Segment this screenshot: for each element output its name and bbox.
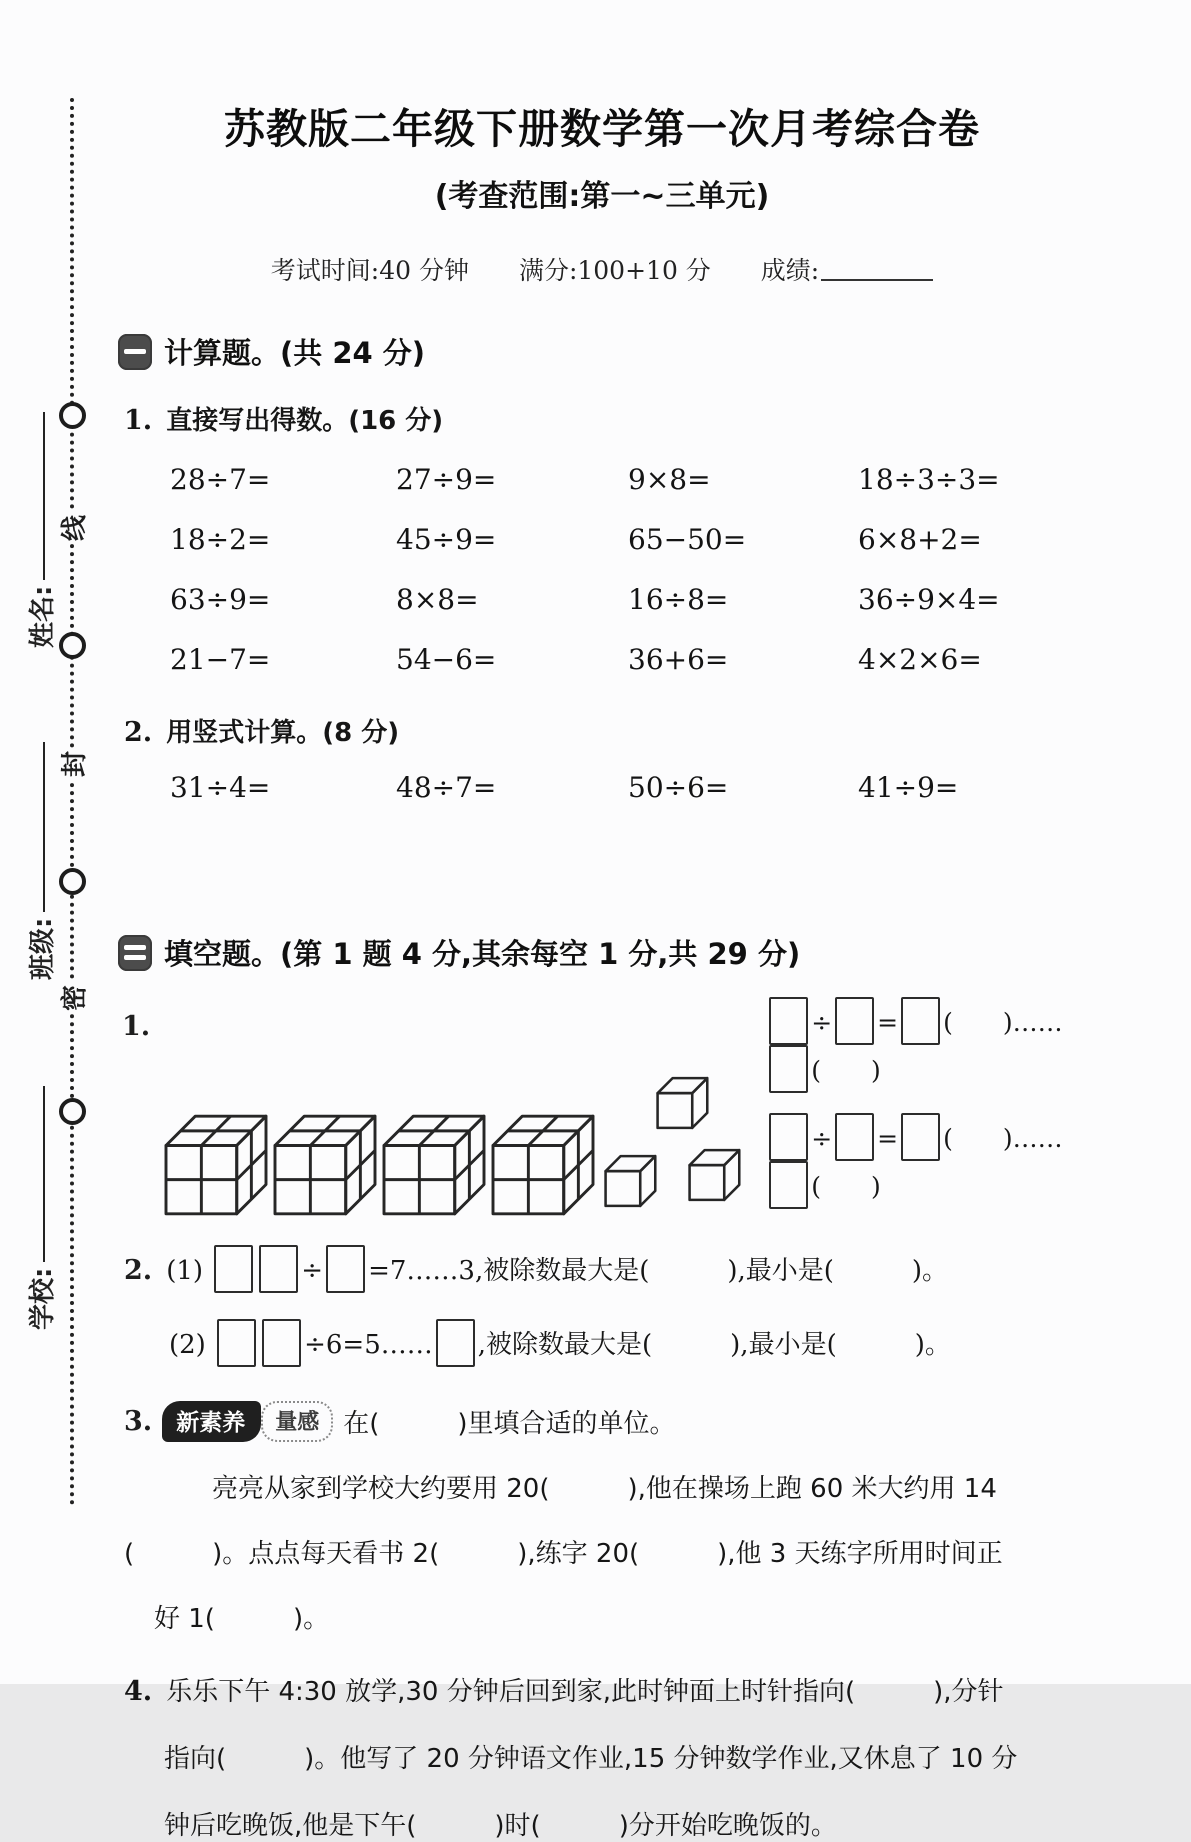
fill-box	[769, 997, 808, 1045]
text-run: =7……3,被除数最大是( ),最小是( )。	[368, 1256, 949, 1286]
unit-cube-icon	[688, 1149, 742, 1201]
fill-box	[214, 1245, 253, 1293]
cube-2x2x2-icon	[382, 1115, 486, 1215]
question-number: 1.	[124, 405, 153, 436]
section-one-badge-icon	[118, 334, 152, 370]
fill-box	[901, 997, 940, 1045]
meta-text: 考试时间:40 分钟 满分:100+10 分 成绩:	[270, 256, 820, 285]
quantity-sense-badge: 量感	[261, 1401, 333, 1442]
question-1-2-heading	[124, 712, 1086, 749]
paragraph-line: 好 1( )。	[154, 1604, 330, 1634]
paper-subtitle: (考查范围:第一~三单元)	[434, 179, 770, 214]
problem-expression: 31÷4=	[170, 771, 271, 804]
problem-expression: 45÷9=	[396, 523, 497, 556]
cube-equations	[766, 997, 1086, 1215]
paper-title: 苏教版二年级下册数学第一次月考综合卷	[224, 105, 980, 153]
question-2-2	[124, 1245, 1086, 1367]
unit-cube-icon	[604, 1155, 658, 1207]
problem-expression: 18÷2=	[170, 523, 271, 556]
name-label: 姓名:	[28, 585, 58, 648]
text-run: ( )……	[943, 1008, 1063, 1037]
problem-expression: 63÷9=	[170, 583, 271, 616]
problem-expression: 18÷3÷3=	[858, 463, 1000, 496]
question-2-3-body	[124, 1468, 1086, 1635]
text-run: (2)	[169, 1330, 215, 1360]
text-run: =	[877, 1008, 899, 1037]
question-number: 4.	[124, 1676, 153, 1707]
question-title: 用竖式计算。(8 分)	[166, 718, 400, 748]
fill-box	[901, 1113, 940, 1161]
seal-char-mid: 封	[56, 748, 88, 780]
fill-equation-line	[166, 1245, 948, 1293]
section-1-heading	[118, 331, 1086, 372]
class-label: 班级:	[28, 917, 58, 980]
text-run: ÷6=5……	[304, 1330, 433, 1360]
question-title: 在( )里填合适的单位。	[343, 1409, 676, 1439]
text-run: ,被除数最大是( ),最小是( )。	[477, 1330, 951, 1360]
student-class-field	[22, 742, 59, 980]
problem-expression: 65−50=	[628, 523, 747, 556]
fill-box	[436, 1319, 475, 1367]
unit-cubes-cluster	[604, 1073, 756, 1215]
question-number: 3.	[124, 1406, 153, 1437]
question-2-3-heading	[124, 1401, 1086, 1442]
question-2-1	[122, 997, 1086, 1215]
paper-content	[118, 96, 1086, 1842]
unit-cube-icon	[656, 1077, 710, 1129]
question-number: 1.	[122, 1011, 151, 1042]
problem-expression: 16÷8=	[628, 583, 729, 616]
section-2-title: 填空题。(第 1 题 4 分,其余每空 1 分,共 29 分)	[164, 937, 801, 971]
problem-expression: 9×8=	[628, 463, 711, 496]
class-blank-line	[43, 742, 45, 912]
paragraph-line: 钟后吃晚饭,他是下午( )时( )分开始吃晚饭的。	[164, 1811, 837, 1841]
problem-expression: 54−6=	[396, 643, 497, 676]
text-run: ÷	[811, 1124, 833, 1153]
text-run: ( )	[811, 1172, 881, 1201]
text-run: ÷	[301, 1256, 324, 1286]
binding-dotted-line	[70, 98, 74, 1506]
fill-box	[262, 1319, 301, 1367]
name-blank-line	[43, 412, 45, 580]
binding-circle	[59, 632, 86, 659]
text-run: ( )	[811, 1056, 881, 1085]
new-literacy-badge: 新素养	[162, 1401, 261, 1442]
fill-equation-line	[169, 1319, 951, 1367]
question-title: 直接写出得数。(16 分)	[166, 406, 444, 436]
binding-circle	[59, 402, 86, 429]
fill-box	[835, 1113, 874, 1161]
problem-expression: 36+6=	[628, 643, 729, 676]
badge-bar	[124, 349, 146, 354]
paragraph-line: 乐乐下午 4:30 放学,30 分钟后回到家,此时钟面上时针指向( ),分针	[166, 1677, 1004, 1707]
paragraph-line: 亮亮从家到学校大约要用 20( ),他在操场上跑 60 米大约用 14	[212, 1474, 997, 1504]
text-run: =	[877, 1124, 899, 1153]
problem-expression: 27÷9=	[396, 463, 497, 496]
fill-box	[835, 997, 874, 1045]
text-run: ( )……	[943, 1124, 1063, 1153]
problem-expression: 36÷9×4=	[858, 583, 1000, 616]
problem-expression: 6×8+2=	[858, 523, 982, 556]
section-two-badge-icon	[118, 935, 152, 971]
fill-box	[217, 1319, 256, 1367]
problem-expression: 8×8=	[396, 583, 479, 616]
school-label: 学校:	[28, 1267, 58, 1330]
section-1-title: 计算题。(共 24 分)	[164, 336, 426, 370]
question-2-4	[124, 1671, 1086, 1842]
score-blank-line	[821, 279, 933, 281]
problem-expression: 28÷7=	[170, 463, 271, 496]
cube-2x2x2-icon	[491, 1115, 595, 1215]
fill-box	[326, 1245, 365, 1293]
problem-expression: 21−7=	[170, 643, 271, 676]
student-school-field	[22, 1086, 59, 1330]
section-2-heading	[118, 932, 1086, 973]
question-number: 2.	[124, 1255, 153, 1286]
cube-2x2x2-icon	[273, 1115, 377, 1215]
problem-expression: 48÷7=	[396, 771, 497, 804]
oral-calc-grid	[170, 463, 1086, 676]
exam-meta-line	[118, 251, 1086, 287]
question-number: 2.	[124, 717, 153, 748]
vertical-calc-row	[170, 771, 1086, 804]
fill-box	[769, 1045, 808, 1093]
text-run: ÷	[811, 1008, 833, 1037]
problem-expression: 41÷9=	[858, 771, 959, 804]
fill-equation-line	[766, 1113, 1086, 1209]
school-blank-line	[43, 1086, 45, 1262]
cube-2x2x2-icon	[164, 1115, 268, 1215]
fill-equation-line	[766, 997, 1086, 1093]
seal-char-top: 线	[56, 512, 88, 544]
binding-circle	[59, 1098, 86, 1125]
paragraph-line: 指向( )。他写了 20 分钟语文作业,15 分钟数学作业,又休息了 10 分	[164, 1744, 1018, 1774]
student-name-field	[22, 412, 59, 648]
paragraph-line: ( )。点点每天看书 2( ),练字 20( ),他 3 天练字所用时间正	[124, 1539, 1003, 1569]
question-1-1-heading	[124, 400, 1086, 437]
badge-bar	[124, 945, 146, 950]
fill-box	[769, 1113, 808, 1161]
fill-box	[769, 1161, 808, 1209]
seal-char-bottom: 密	[56, 982, 88, 1014]
badge-bar	[124, 955, 146, 960]
cube-illustration	[164, 1073, 756, 1215]
problem-expression: 4×2×6=	[858, 643, 982, 676]
problem-expression: 50÷6=	[628, 771, 729, 804]
text-run: (1)	[166, 1256, 212, 1286]
fill-box	[259, 1245, 298, 1293]
binding-circle	[59, 868, 86, 895]
